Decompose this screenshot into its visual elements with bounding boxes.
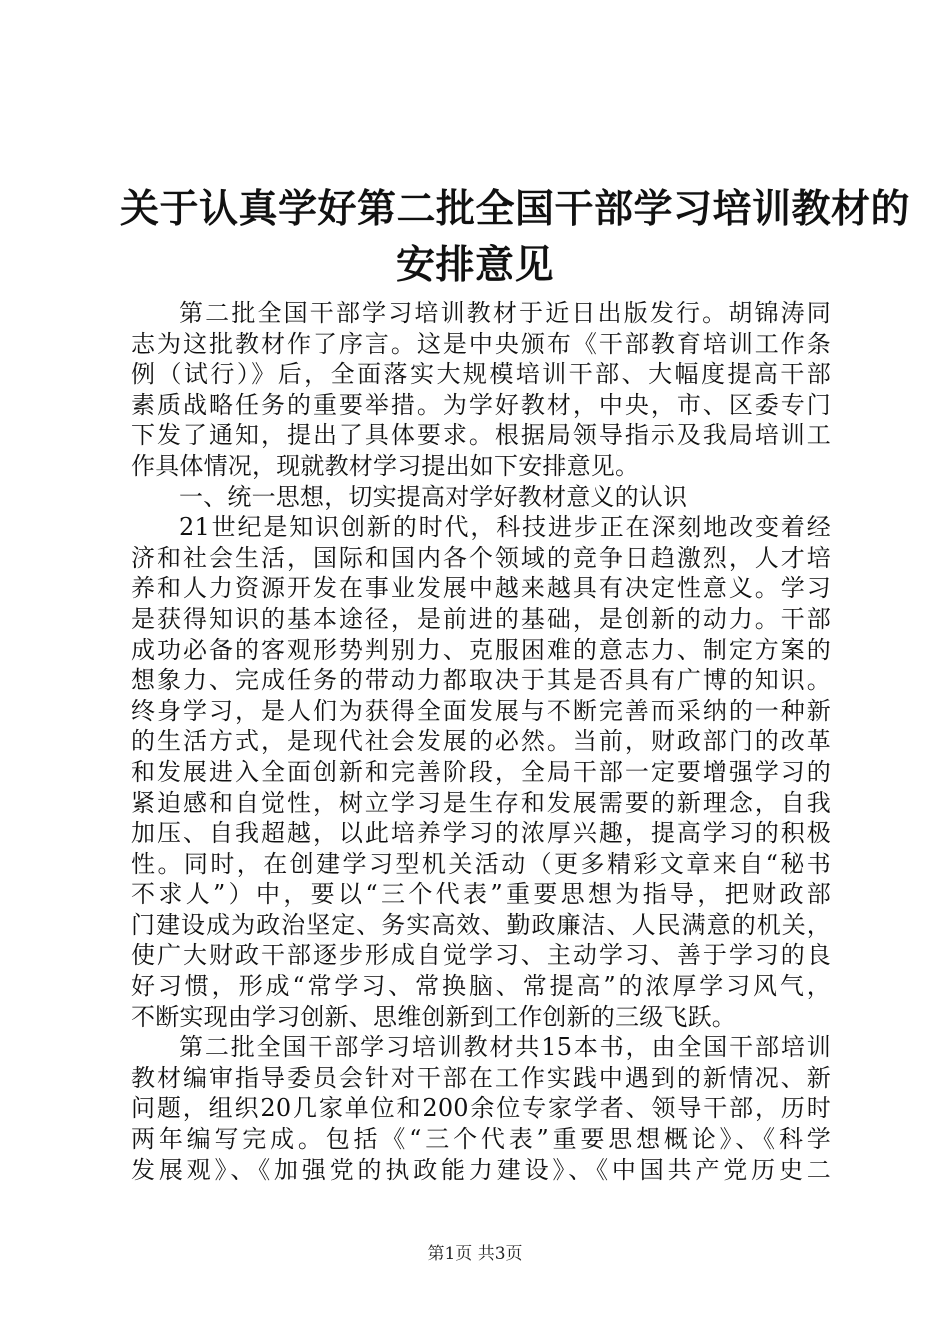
body-line: 不求人”）中，要以“三个代表”重要思想为指导，把财政部	[131, 880, 831, 909]
body-line: 不断实现由学习创新、思维创新到工作创新的三级飞跃。	[131, 1002, 736, 1031]
body-line: 终身学习，是人们为获得全面发展与不断完善而采纳的一种新	[131, 696, 831, 725]
body-line: 志为这批教材作了序言。这是中央颁布《干部教育培训工作条	[131, 329, 831, 358]
body-line: 素质战略任务的重要举措。为学好教材，中央，市、区委专门	[131, 390, 831, 419]
body-line: 第二批全国干部学习培训教材共15本书，由全国干部培训	[179, 1033, 831, 1062]
body-line: 教材编审指导委员会针对干部在工作实践中遇到的新情况、新	[131, 1063, 831, 1092]
body-line: 是获得知识的基本途径，是前进的基础，是创新的动力。干部	[131, 604, 831, 633]
body-line: 济和社会生活，国际和国内各个领域的竞争日趋激烈，人才培	[131, 543, 831, 572]
body-line: 紧迫感和自觉性，树立学习是生存和发展需要的新理念，自我	[131, 788, 831, 817]
document-title-line-2: 安排意见	[395, 243, 554, 288]
body-line: 使广大财政干部逐步形成自觉学习、主动学习、善于学习的良	[131, 941, 831, 970]
body-line: 两年编写完成。包括《“三个代表”重要思想概论》、《科学	[131, 1125, 831, 1154]
section-heading: 一、统一思想，切实提高对学好教材意义的认识	[179, 482, 688, 511]
body-line: 例（试行）》后，全面落实大规模培训干部、大幅度提高干部	[131, 360, 831, 389]
body-line: 和发展进入全面创新和完善阶段，全局干部一定要增强学习的	[131, 757, 831, 786]
body-line: 门建设成为政治坚定、务实高效、勤政廉洁、人民满意的机关，	[131, 910, 831, 939]
body-line: 好习惯，形成“常学习、常换脑、常提高”的浓厚学习风气，	[131, 972, 831, 1001]
body-line: 作具体情况，现就教材学习提出如下安排意见。	[131, 451, 640, 480]
body-line: 养和人力资源开发在事业发展中越来越具有决定性意义。学习	[131, 574, 831, 603]
document-title-line-1: 关于认真学好第二批全国干部学习培训教材的	[120, 187, 911, 232]
body-line: 想象力、完成任务的带动力都取决于其是否具有广博的知识。	[131, 666, 831, 695]
body-line: 第二批全国干部学习培训教材于近日出版发行。胡锦涛同	[179, 299, 831, 327]
body-line: 问题，组织20几家单位和200余位专家学者、领导干部，历时	[131, 1094, 831, 1123]
body-line: 的生活方式，是现代社会发展的必然。当前，财政部门的改革	[131, 727, 831, 756]
page-number-footer: 第1页 共3页	[427, 1244, 523, 1264]
body-line: 性。同时，在创建学习型机关活动（更多精彩文章来自“秘书	[131, 849, 831, 878]
body-line: 成功必备的客观形势判别力、克服困难的意志力、制定方案的	[131, 635, 831, 664]
body-line: 21世纪是知识创新的时代，科技进步正在深刻地改变着经	[179, 513, 831, 542]
body-line: 下发了通知，提出了具体要求。根据局领导指示及我局培训工	[131, 421, 831, 450]
body-line: 发展观》、《加强党的执政能力建设》、《中国共产党历史二	[131, 1155, 831, 1184]
body-line: 加压、自我超越，以此培养学习的浓厚兴趣，提高学习的积极	[131, 819, 831, 848]
document-body	[131, 298, 831, 1185]
